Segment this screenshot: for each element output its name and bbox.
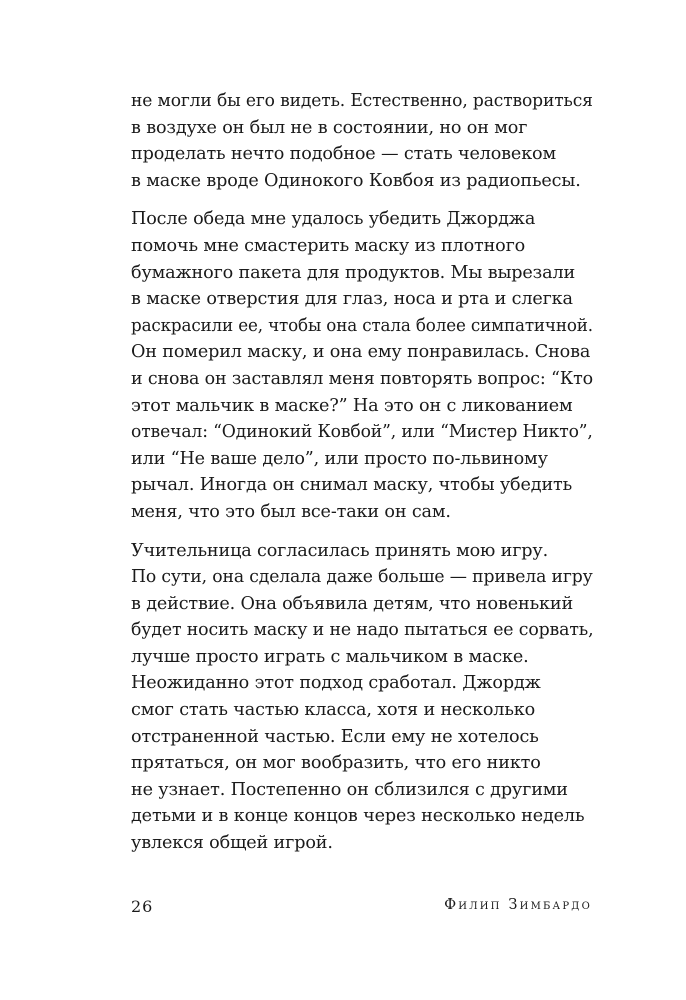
text-line: смог стать частью класса, хотя и несколько bbox=[131, 700, 536, 721]
text-line: в маске вроде Одинокого Ковбоя из радиопьесы. bbox=[131, 170, 581, 191]
text-line: отвечал: “Одинокий Ковбой”, или “Мистер Никто”, bbox=[131, 422, 593, 443]
paragraph bbox=[131, 88, 591, 194]
page-number: 26 bbox=[131, 897, 154, 916]
text-line: не могли бы его видеть. Естественно, раствориться bbox=[131, 91, 593, 111]
text-line: отстраненной частью. Если ему не хотелось bbox=[131, 726, 539, 747]
text-line: меня, что это был все-таки он сам. bbox=[131, 501, 451, 522]
text-line: в воздухе он был не в состоянии, но он мог bbox=[131, 117, 528, 138]
text-line: Учительница согласилась принять мою игру. bbox=[131, 540, 549, 561]
text-line: в маске отверстия для глаз, носа и рта и слегка bbox=[131, 289, 573, 310]
text-line: помочь мне смастерить маску из плотного bbox=[131, 235, 526, 256]
text-line: Неожиданно этот подход сработал. Джордж bbox=[131, 673, 541, 694]
paragraph bbox=[131, 206, 594, 525]
text-line: будет носить маску и не надо пытаться ее сорвать, bbox=[131, 620, 594, 641]
text-line: бумажного пакета для продуктов. Мы вырезали bbox=[131, 262, 576, 283]
page-footer bbox=[131, 897, 592, 921]
text-line: После обеда мне удалось убедить Джорджа bbox=[131, 209, 536, 230]
text-line: лучше просто играть с мальчиком в маске. bbox=[131, 646, 529, 667]
paragraph bbox=[131, 538, 594, 857]
text-line: рычал. Иногда он снимал маску, чтобы убедить bbox=[131, 475, 573, 496]
text-line: прятаться, он мог вообразить, что его никто bbox=[131, 753, 541, 774]
text-line: По сути, она сделала даже больше — привела игру bbox=[131, 567, 593, 588]
body-text bbox=[131, 88, 594, 869]
text-line: раскрасили ее, чтобы она стала более симпатичной. bbox=[131, 315, 593, 336]
text-line: не узнает. Постепенно он сблизился с другими bbox=[131, 779, 568, 800]
text-line: детьми и в конце концов через несколько недель bbox=[131, 806, 585, 827]
text-line: этот мальчик в маске?” На это он с ликованием bbox=[131, 395, 573, 416]
text-line: проделать нечто подобное — стать человеком bbox=[131, 144, 557, 165]
text-line: или “Не ваше дело”, или просто по-львиному bbox=[131, 448, 548, 469]
text-line: в действие. Она объявила детям, что новенький bbox=[131, 593, 574, 614]
text-line: и снова он заставлял меня повторять вопрос: “Кто bbox=[131, 368, 594, 389]
text-line: увлекся общей игрой. bbox=[131, 833, 333, 854]
text-line: Он померил маску, и она ему понравилась. Снова bbox=[131, 342, 591, 363]
running-head-author: Филип Зимбардо bbox=[444, 897, 592, 913]
